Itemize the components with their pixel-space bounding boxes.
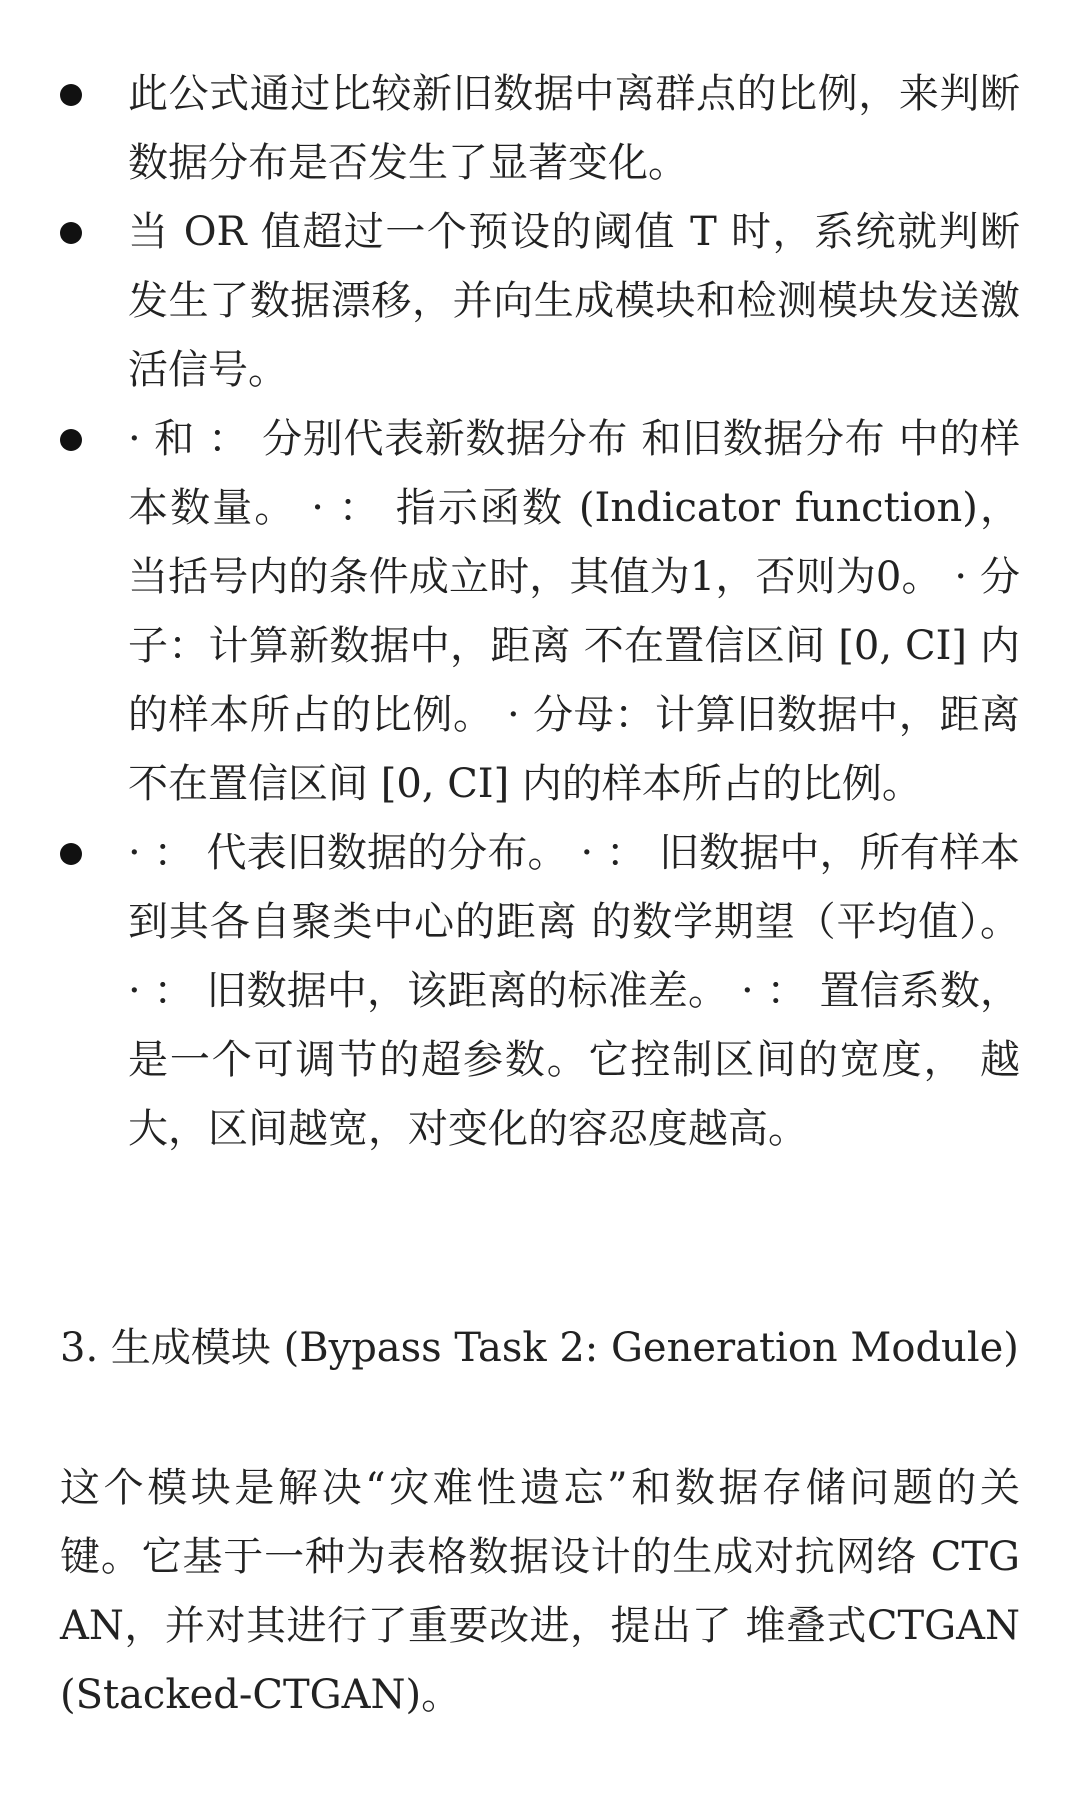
bullet-dot-icon xyxy=(60,843,82,865)
section-heading: 3. 生成模块 (Bypass Task 2: Generation Module) xyxy=(60,1325,1019,1371)
list-item xyxy=(0,819,1080,1164)
bullet-dot-icon xyxy=(60,429,82,451)
bullet-text: · 和 ： 分别代表新数据分布 和旧数据分布 中的样本数量。 · ： 指示函数 (Indicator function)，当括号内的条件成立时，其值为1，否则为0。 · 分子：计算新数据中，距离 不在置信区间 [0, CI] 内的样本所占的比例。 · 分母：计算旧数据中，距离 不在置信区间 [0, CI] 内的样本所占的比例。 xyxy=(128,416,1020,807)
bullet-dot-icon xyxy=(60,84,82,106)
list-item xyxy=(0,60,1080,198)
list-item xyxy=(0,198,1080,405)
bullet-text: 此公式通过比较新旧数据中离群点的比例，来判断数据分布是否发生了显著变化。 xyxy=(128,71,1020,186)
bullet-text: 当 OR 值超过一个预设的阈值 T 时，系统就判断发生了数据漂移，并向生成模块和检测模块发送激活信号。 xyxy=(128,209,1020,393)
bullet-dot-icon xyxy=(60,222,82,244)
bullet-text: · ： 代表旧数据的分布。 · ： 旧数据中，所有样本到其各自聚类中心的距离 的数学期望（平均值）。 · ： 旧数据中，该距离的标准差。 · ： 置信系数，是一个可调节的超参数。它控制区间的宽度， 越大，区间越宽，对变化的容忍度越高。 xyxy=(128,830,1020,1152)
section-paragraph: 这个模块是解决“灾难性遗忘”和数据存储问题的关键。它基于一种为表格数据设计的生成对抗网络 CTGAN，并对其进行了重要改进，提出了 堆叠式CTGAN (Stacked-CTGAN)。 xyxy=(60,1465,1020,1718)
list-item xyxy=(0,405,1080,819)
bullet-list xyxy=(0,60,1080,1164)
